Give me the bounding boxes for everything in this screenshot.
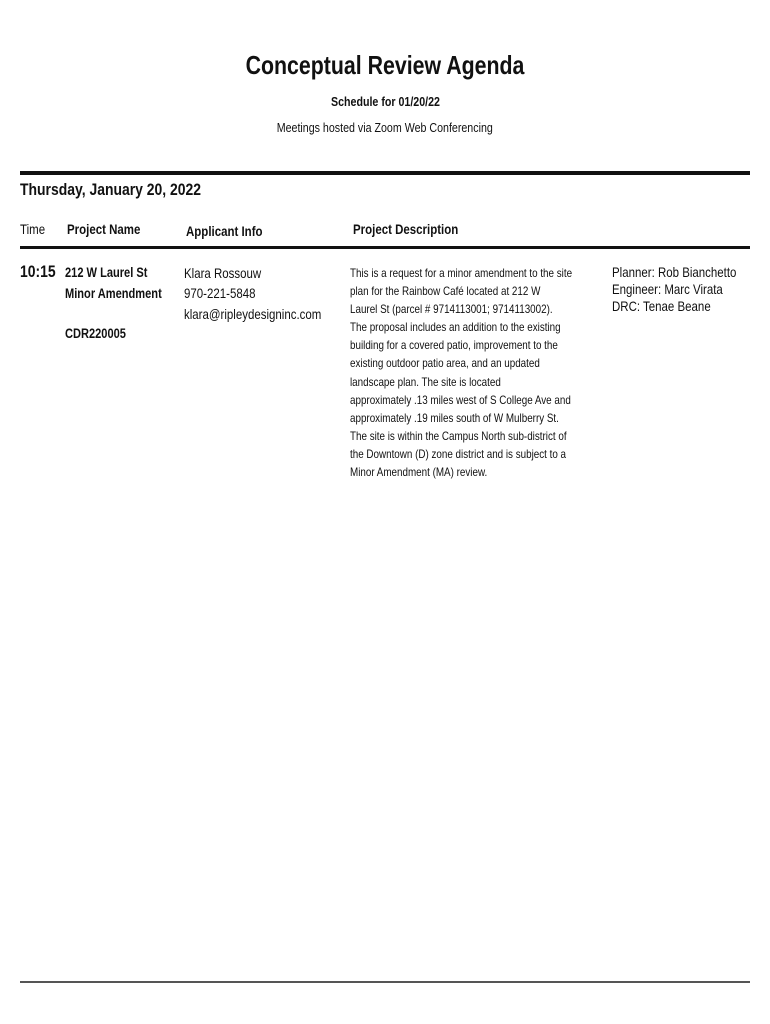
description-line: plan for the Rainbow Café located at 212 W: [350, 284, 541, 299]
project-name-line: [65, 286, 183, 301]
column-header-project-name-text: Project Name: [67, 221, 141, 237]
footer-divider: [20, 981, 750, 983]
column-header-time-text: Time: [20, 221, 46, 237]
description-line: The site is within the Campus North sub-district of: [350, 428, 567, 443]
applicant-email-text: klara@ripleydesigninc.com: [184, 306, 322, 322]
staff-planner-text: Planner: Rob Bianchetto: [612, 264, 737, 280]
description-line: the Downtown (D) zone district and is subject to a: [350, 446, 567, 461]
description-line: The proposal includes an addition to the existing: [350, 320, 561, 335]
applicant-name: [184, 265, 278, 281]
project-name-line-text: 212 W Laurel St: [65, 265, 148, 280]
description-line: Laurel St (parcel # 9714113001; 9714113002).: [350, 302, 553, 317]
meetings-line: [0, 120, 770, 135]
staff-drc-text: DRC: Tenae Beane: [612, 298, 711, 314]
column-header-project-description: [353, 221, 481, 237]
description-line: approximately .13 miles west of S College Ave and: [350, 392, 571, 407]
project-code: [65, 326, 139, 341]
schedule-line: [0, 94, 770, 109]
entry-time: [20, 262, 63, 282]
description-line: approximately .19 miles south of W Mulberry St.: [350, 410, 559, 425]
meetings-line-text: Meetings hosted via Zoom Web Conferencing: [276, 120, 494, 135]
column-header-applicant-info-text: Applicant Info: [186, 223, 263, 239]
description-line: This is a request for a minor amendment to the site: [350, 266, 573, 280]
day-heading-text: Thursday, January 20, 2022: [20, 180, 202, 199]
page-title: [0, 50, 770, 81]
header-divider: [20, 246, 750, 249]
entry-time-text: 10:15: [20, 262, 56, 281]
top-divider: [20, 171, 750, 175]
page-title-text: Conceptual Review Agenda: [245, 50, 525, 80]
staff-engineer-text: Engineer: Marc Virata: [612, 281, 723, 297]
project-name-line: [65, 265, 166, 280]
project-code-text: CDR220005: [65, 326, 126, 341]
column-header-applicant-info: [186, 223, 279, 239]
staff-planner: [612, 264, 764, 280]
column-header-project-description-text: Project Description: [353, 221, 459, 237]
applicant-phone-text: 970-221-5848: [184, 285, 256, 301]
project-name-line-text: Minor Amendment: [65, 286, 162, 301]
project-description: [350, 264, 590, 481]
applicant-phone: [184, 285, 271, 301]
column-header-project-name: [67, 221, 156, 237]
description-line: landscape plan. The site is located: [350, 374, 501, 389]
description-line: existing outdoor patio area, and an updated: [350, 356, 540, 371]
column-header-time: [20, 221, 51, 237]
staff-engineer: [612, 281, 747, 297]
staff-drc: [612, 298, 732, 314]
applicant-email: [184, 306, 352, 322]
description-line: Minor Amendment (MA) review.: [350, 465, 488, 480]
day-heading: [20, 180, 241, 200]
applicant-name-text: Klara Rossouw: [184, 265, 262, 281]
schedule-line-text: Schedule for 01/20/22: [330, 94, 440, 109]
description-line: building for a covered patio, improvement to the: [350, 338, 558, 353]
